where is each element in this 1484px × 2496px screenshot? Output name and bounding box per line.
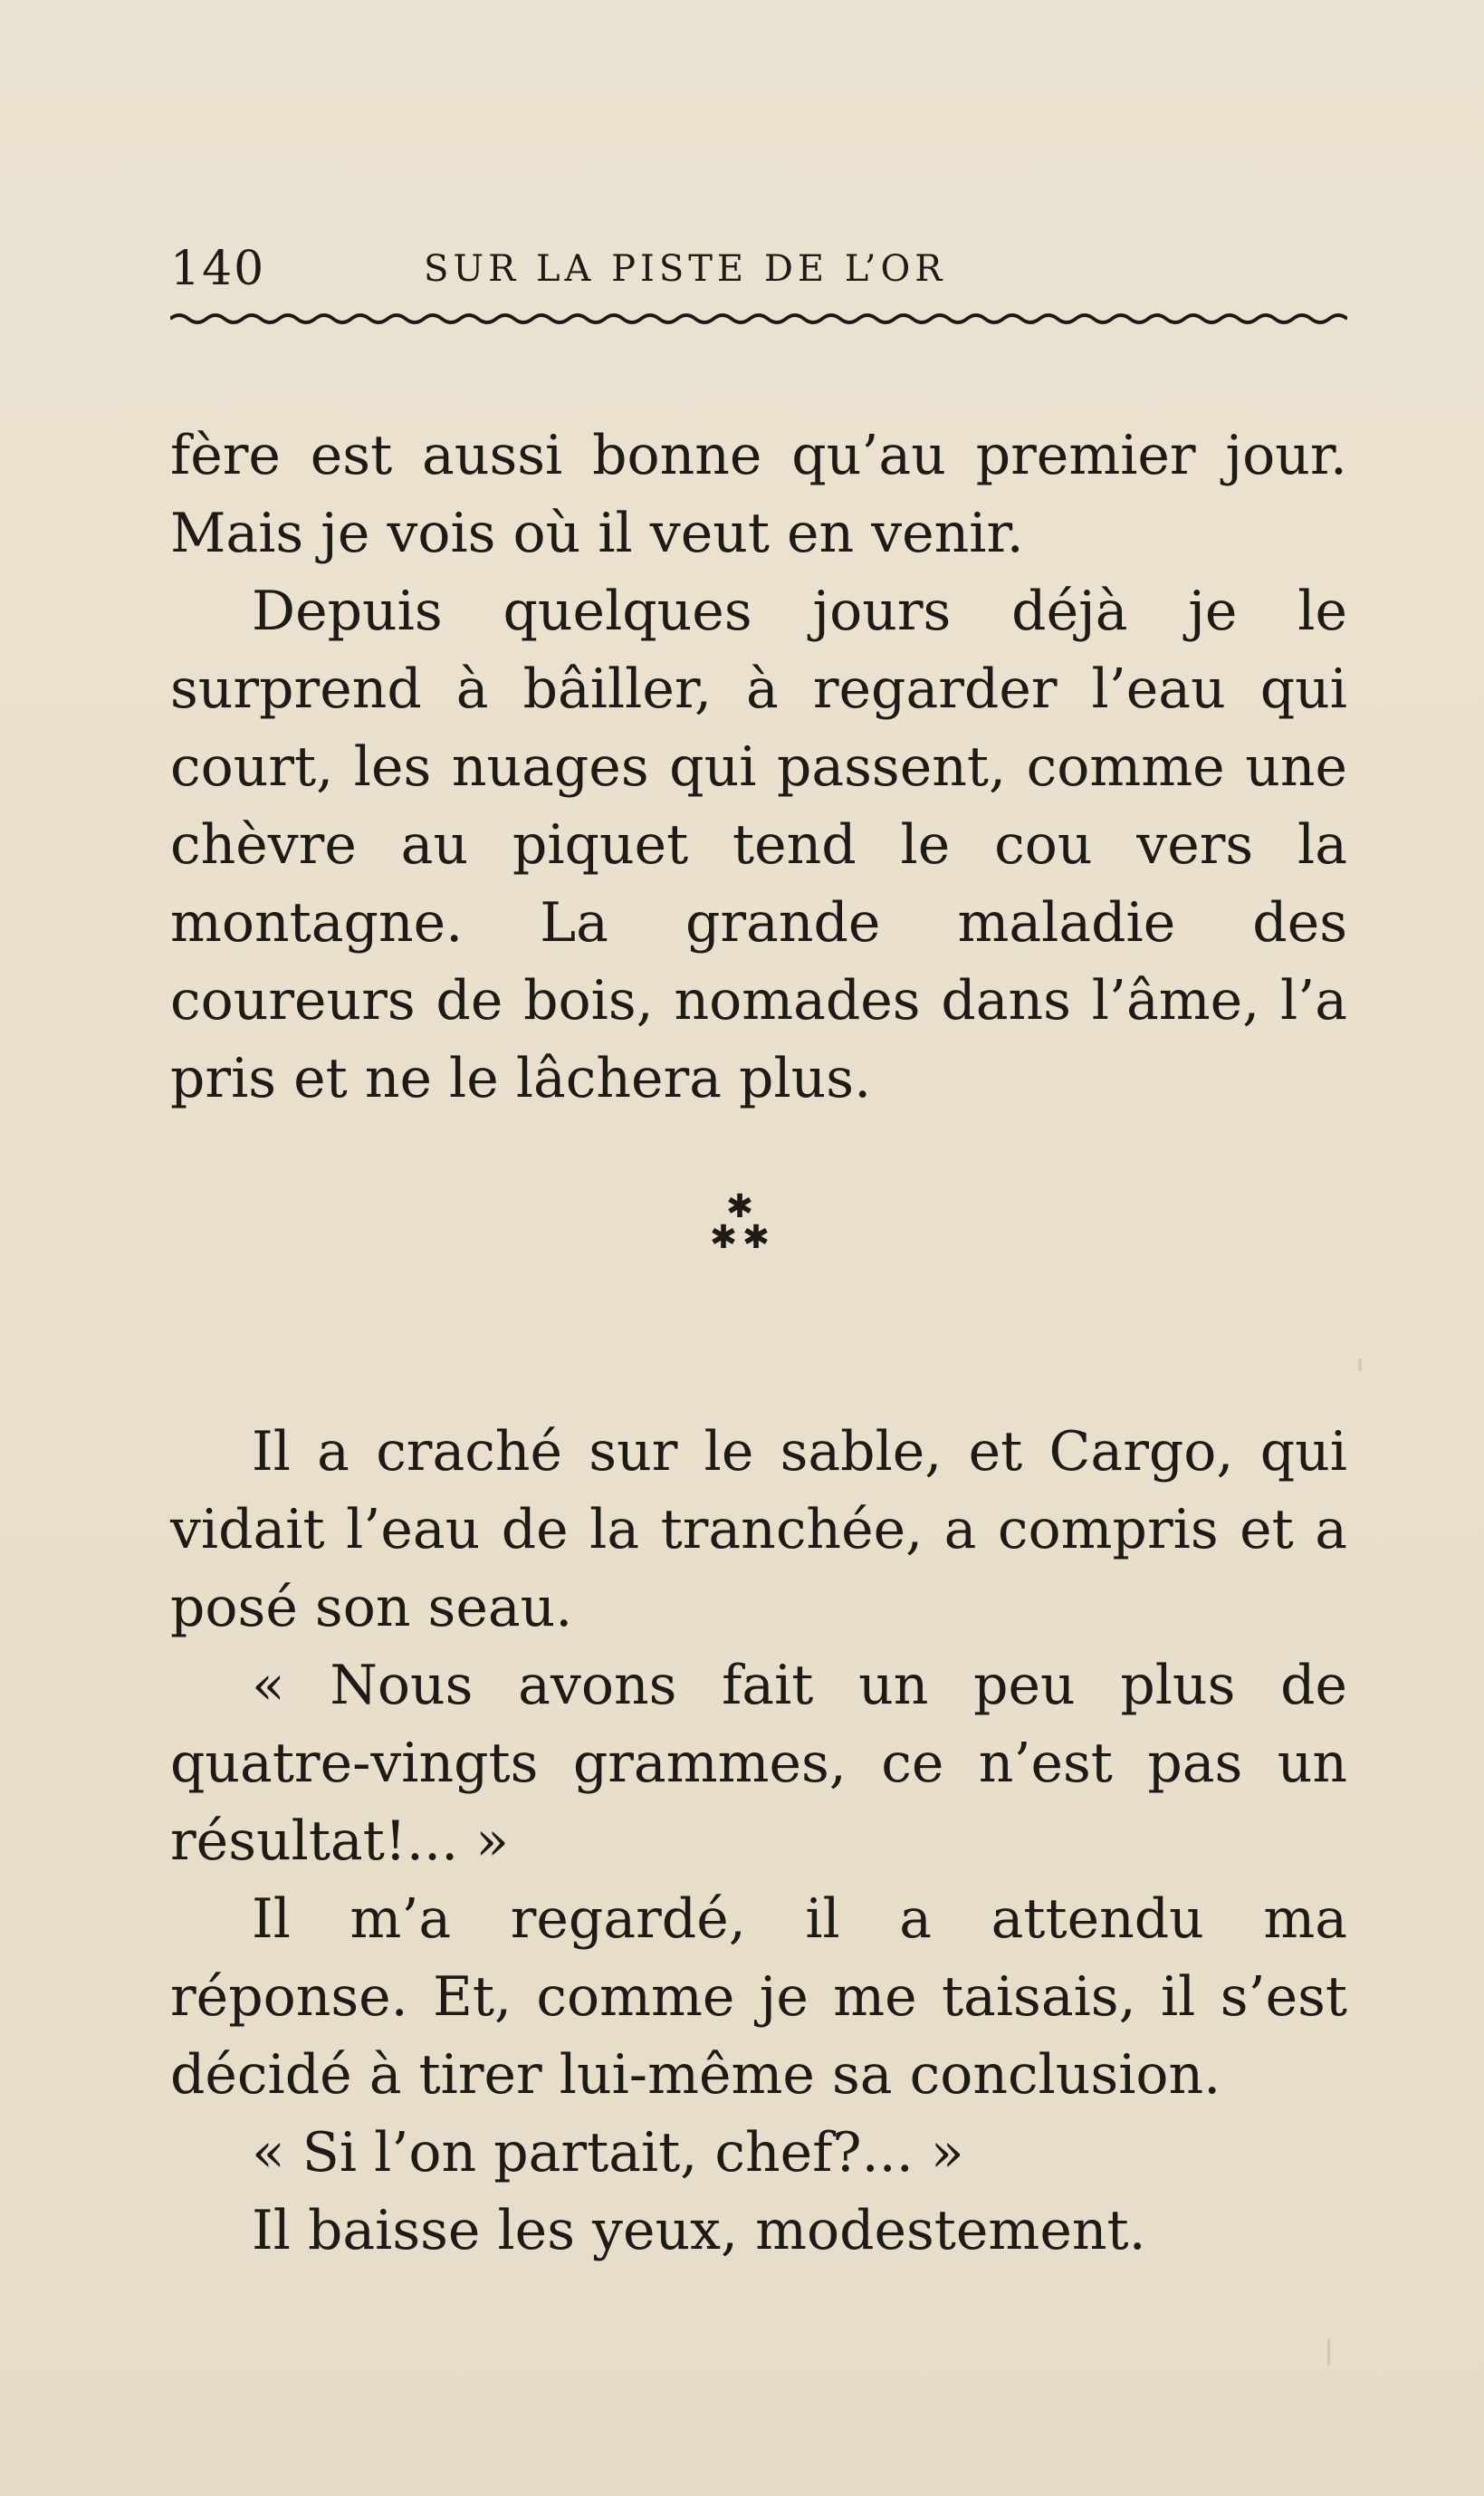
paper-speck — [1358, 1358, 1362, 1371]
svg-text:✱: ✱ — [742, 1219, 771, 1256]
paragraph: « Si l’on partait, chef?... » — [252, 2121, 964, 2184]
wavy-divider-rule — [170, 308, 1347, 330]
paragraph: Depuis quelques jours déjà je le surprend à bâiller, à regarder l’eau qui court, les nuages qui passent, comme une chèvre au piquet tend le cou vers la montagne. La grande maladie des coureurs de bois, nomades dans l’âme, l’a pris et ne le lâchera plus. — [170, 580, 1347, 1110]
asterism-section-break — [699, 1186, 780, 1259]
paragraph: Il baisse les yeux, modestement. — [252, 2199, 1146, 2262]
paragraph: Il a craché sur le sable, et Cargo, qui vidait l’eau de la tranchée, a compris et a posé son seau. — [170, 1420, 1347, 1639]
text-block-top — [170, 417, 1347, 1118]
paragraph: « Nous avons fait un peu plus de quatre-vingts grammes, ce n’est pas un résultat!... » — [170, 1654, 1347, 1873]
svg-text:✱: ✱ — [709, 1219, 738, 1256]
paragraph: fère est aussi bonne qu’au premier jour. Mais je vois où il veut en venir. — [170, 424, 1347, 565]
paper-speck — [1327, 2338, 1330, 2366]
text-block-bottom — [170, 1413, 1347, 2270]
svg-text:✱: ✱ — [725, 1188, 754, 1225]
page-header — [170, 237, 1347, 301]
page-number: 140 — [170, 242, 266, 296]
running-title: SUR LA PISTE DE L’OR — [424, 248, 947, 290]
paragraph: Il m’a regardé, il a attendu ma réponse. Et, comme je me taisais, il s’est décidé à tirer lui-même sa conclusion. — [170, 1887, 1347, 2107]
